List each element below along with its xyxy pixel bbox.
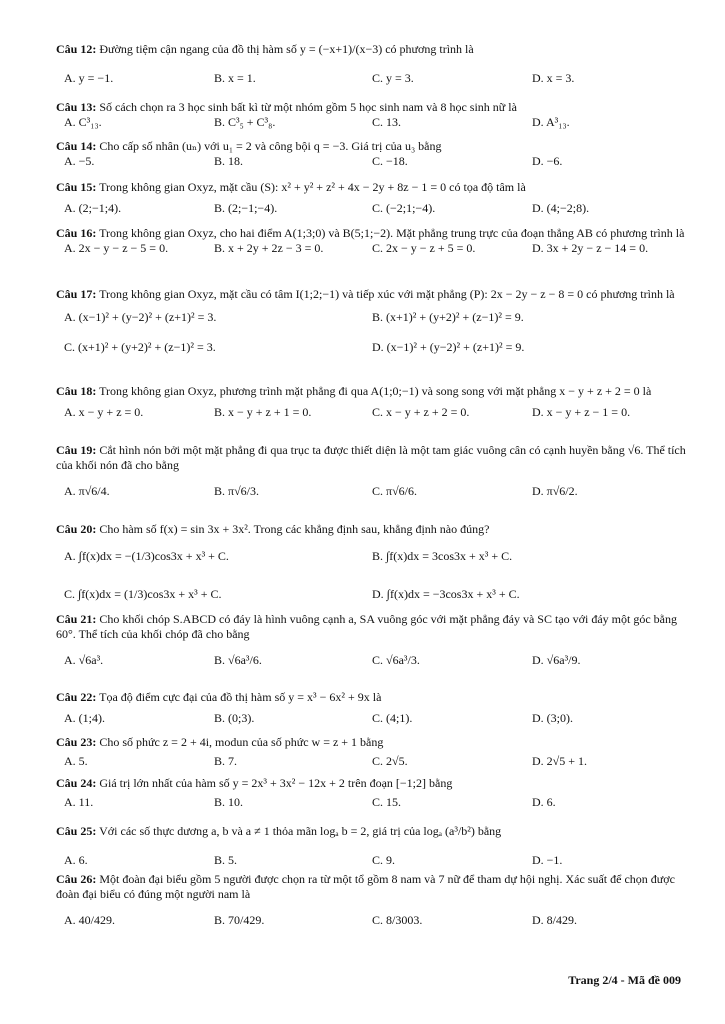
option-a[interactable]: A. (x−1)² + (y−2)² + (z+1)² = 3.: [64, 309, 217, 324]
answer-options-row-1: [56, 310, 686, 340]
question-label: Câu 25:: [56, 824, 97, 838]
option-c[interactable]: C. (x+1)² + (y+2)² + (z−1)² = 3.: [64, 339, 216, 354]
option-b[interactable]: B. 70/429.: [214, 913, 265, 928]
question-label: Câu 18:: [56, 384, 97, 398]
option-d[interactable]: D. A³₁₃.: [532, 114, 570, 129]
option-c[interactable]: C. −18.: [372, 153, 408, 168]
question-text: Trong không gian Oxyz, cho hai điểm A(1;3;0) và B(5;1;−2). Mặt phẳng trung trực của đoạn thẳng AB có phương trình là: [99, 226, 685, 240]
option-d[interactable]: D. ∫f(x)dx = −3cos3x + x³ + C.: [372, 586, 520, 601]
option-c[interactable]: C. 2√5.: [372, 753, 408, 768]
answer-options: [56, 405, 686, 424]
option-d[interactable]: D. 3x + 2y − z − 14 = 0.: [532, 240, 649, 255]
option-c[interactable]: C. 15.: [372, 794, 402, 809]
option-c[interactable]: C. 8/3003.: [372, 913, 423, 928]
question-18: [56, 384, 686, 424]
answer-options: [56, 154, 686, 173]
question-text: Với các số thực dương a, b và a ≠ 1 thỏa mãn logₐ b = 2, giá trị của logₐ (a³/b²) bằng: [99, 824, 502, 838]
question-label: Câu 17:: [56, 287, 97, 301]
option-b[interactable]: B. 18.: [214, 153, 244, 168]
question-label: Câu 20:: [56, 522, 97, 536]
question-text: Giá trị lớn nhất của hàm số y = 2x³ + 3x² − 12x + 2 trên đoạn [−1;2] bằng: [99, 776, 453, 790]
answer-options: [56, 201, 686, 220]
question-20: [56, 522, 686, 606]
answer-options: [56, 711, 686, 730]
answer-options: [56, 853, 686, 872]
option-d[interactable]: D. 6.: [532, 794, 556, 809]
question-13: [56, 100, 686, 134]
option-c[interactable]: C. (4;1).: [372, 710, 413, 725]
option-d[interactable]: D. x = 3.: [532, 70, 575, 85]
question-14: [56, 139, 686, 173]
question-text: Cho cấp số nhân (uₙ) với u₁ = 2 và công bội q = −3. Giá trị của u₃ bằng: [99, 139, 442, 153]
option-c[interactable]: C. π√6/6.: [372, 484, 417, 499]
question-16: [56, 226, 686, 260]
option-c[interactable]: C. 2x − y − z + 5 = 0.: [372, 240, 476, 255]
question-label: Câu 22:: [56, 690, 97, 704]
answer-options-row-1: [56, 549, 686, 579]
question-label: Câu 13:: [56, 100, 97, 114]
option-a[interactable]: A. y = −1.: [64, 70, 114, 85]
answer-options: [56, 795, 686, 814]
option-b[interactable]: B. (2;−1;−4).: [214, 200, 278, 215]
option-d[interactable]: D. x − y + z − 1 = 0.: [532, 404, 631, 419]
option-a[interactable]: A. (2;−1;4).: [64, 200, 122, 215]
option-a[interactable]: A. (1;4).: [64, 710, 105, 725]
answer-options: [56, 913, 686, 943]
option-d[interactable]: D. π√6/2.: [532, 484, 578, 499]
question-label: Câu 12:: [56, 42, 97, 56]
option-b[interactable]: B. (x+1)² + (y+2)² + (z−1)² = 9.: [372, 309, 524, 324]
question-text: Một đoàn đại biểu gồm 5 người được chọn ra từ một tổ gồm 8 nam và 7 nữ để tham dự hội nghị. Xác suất để chọn được đoàn đại biểu có đúng một người nam là: [56, 872, 675, 901]
option-b[interactable]: B. x − y + z + 1 = 0.: [214, 404, 312, 419]
question-label: Câu 15:: [56, 180, 97, 194]
question-label: Câu 16:: [56, 226, 97, 240]
option-b[interactable]: B. ∫f(x)dx = 3cos3x + x³ + C.: [372, 548, 513, 563]
option-c[interactable]: C. y = 3.: [372, 70, 414, 85]
option-b[interactable]: B. C³₅ + C³₈.: [214, 114, 276, 129]
answer-options: [56, 71, 686, 90]
option-a[interactable]: A. √6a³.: [64, 653, 104, 668]
option-b[interactable]: B. x + 2y + 2z − 3 = 0.: [214, 240, 324, 255]
option-a[interactable]: A. π√6/4.: [64, 484, 110, 499]
question-22: [56, 690, 686, 730]
question-21: [56, 612, 686, 683]
option-c[interactable]: C. 13.: [372, 114, 402, 129]
option-b[interactable]: B. (0;3).: [214, 710, 255, 725]
question-text: Trong không gian Oxyz, phương trình mặt phẳng đi qua A(1;0;−1) và song song với mặt phẳng x − y + z + 2 = 0 là: [99, 384, 652, 398]
page-footer: Trang 2/4 - Mã đề 009: [568, 973, 681, 988]
question-text: Đường tiệm cận ngang của đồ thị hàm số y = (−x+1)/(x−3) có phương trình là: [99, 42, 474, 56]
option-b[interactable]: B. 7.: [214, 753, 238, 768]
question-15: [56, 180, 686, 220]
question-24: [56, 776, 686, 814]
option-d[interactable]: D. (x−1)² + (y−2)² + (z+1)² = 9.: [372, 339, 525, 354]
question-23: [56, 735, 686, 773]
question-26: [56, 872, 686, 943]
option-b[interactable]: B. π√6/3.: [214, 484, 259, 499]
option-a[interactable]: A. 2x − y − z − 5 = 0.: [64, 240, 169, 255]
question-label: Câu 23:: [56, 735, 97, 749]
option-d[interactable]: D. 8/429.: [532, 913, 577, 928]
option-c[interactable]: C. √6a³/3.: [372, 653, 420, 668]
question-label: Câu 14:: [56, 139, 97, 153]
option-d[interactable]: D. 2√5 + 1.: [532, 753, 588, 768]
option-a[interactable]: A. 5.: [64, 753, 88, 768]
option-a[interactable]: A. −5.: [64, 153, 95, 168]
answer-options: [56, 653, 686, 683]
question-text: Cho khối chóp S.ABCD có đáy là hình vuông cạnh a, SA vuông góc với mặt phẳng đáy và SC tạo với đáy một góc bằng 60°. Thể tích của khối chóp đã cho bằng: [56, 612, 677, 641]
question-text: Cho số phức z = 2 + 4i, modun của số phức w = z + 1 bằng: [99, 735, 384, 749]
option-b[interactable]: B. √6a³/6.: [214, 653, 262, 668]
option-b[interactable]: B. x = 1.: [214, 70, 256, 85]
question-text: Số cách chọn ra 3 học sinh bất kì từ một nhóm gồm 5 học sinh nam và 8 học sinh nữ là: [99, 100, 517, 114]
question-text: Tọa độ điểm cực đại của đồ thị hàm số y = x³ − 6x² + 9x là: [99, 690, 382, 704]
question-19: [56, 443, 686, 514]
question-25: [56, 824, 686, 872]
option-b[interactable]: B. 10.: [214, 794, 244, 809]
answer-options-row-2: [56, 340, 686, 359]
option-d[interactable]: D. (4;−2;8).: [532, 200, 590, 215]
option-d[interactable]: D. (3;0).: [532, 710, 573, 725]
option-a[interactable]: A. 6.: [64, 852, 88, 867]
option-b[interactable]: B. 5.: [214, 852, 238, 867]
question-12: [56, 42, 686, 90]
question-label: Câu 21:: [56, 612, 97, 626]
option-a[interactable]: A. 40/429.: [64, 913, 115, 928]
question-text: Cho hàm số f(x) = sin 3x + 3x². Trong các khẳng định sau, khẳng định nào đúng?: [99, 522, 490, 536]
option-c[interactable]: C. x − y + z + 2 = 0.: [372, 404, 470, 419]
question-text: Cắt hình nón bởi một mặt phẳng đi qua trục ta được thiết diện là một tam giác vuông cân có cạnh huyền bằng √6. Thể tích của khối nón đã cho bằng: [56, 443, 686, 472]
option-a[interactable]: A. 11.: [64, 794, 94, 809]
answer-options: [56, 241, 686, 260]
option-d[interactable]: D. √6a³/9.: [532, 653, 581, 668]
question-17: [56, 287, 686, 359]
question-label: Câu 26:: [56, 872, 97, 886]
option-d[interactable]: D. −1.: [532, 852, 563, 867]
question-text: Trong không gian Oxyz, mặt cầu (S): x² + y² + z² + 4x − 2y + 8z − 1 = 0 có tọa độ tâm là: [99, 180, 526, 194]
option-a[interactable]: A. ∫f(x)dx = −(1/3)cos3x + x³ + C.: [64, 548, 229, 563]
option-a[interactable]: A. x − y + z = 0.: [64, 404, 144, 419]
answer-options: [56, 754, 686, 773]
question-label: Câu 24:: [56, 776, 97, 790]
answer-options: [56, 115, 686, 134]
option-a[interactable]: A. C³₁₃.: [64, 114, 102, 129]
option-d[interactable]: D. −6.: [532, 153, 563, 168]
option-c[interactable]: C. 9.: [372, 852, 396, 867]
option-c[interactable]: C. (−2;1;−4).: [372, 200, 436, 215]
question-text: Trong không gian Oxyz, mặt cầu có tâm I(1;2;−1) và tiếp xúc với mặt phẳng (P): 2x − 2y − z − 8 = 0 có phương trình là: [99, 287, 675, 301]
answer-options: [56, 484, 686, 514]
answer-options-row-2: [56, 587, 686, 606]
option-c[interactable]: C. ∫f(x)dx = (1/3)cos3x + x³ + C.: [64, 586, 222, 601]
question-label: Câu 19:: [56, 443, 97, 457]
